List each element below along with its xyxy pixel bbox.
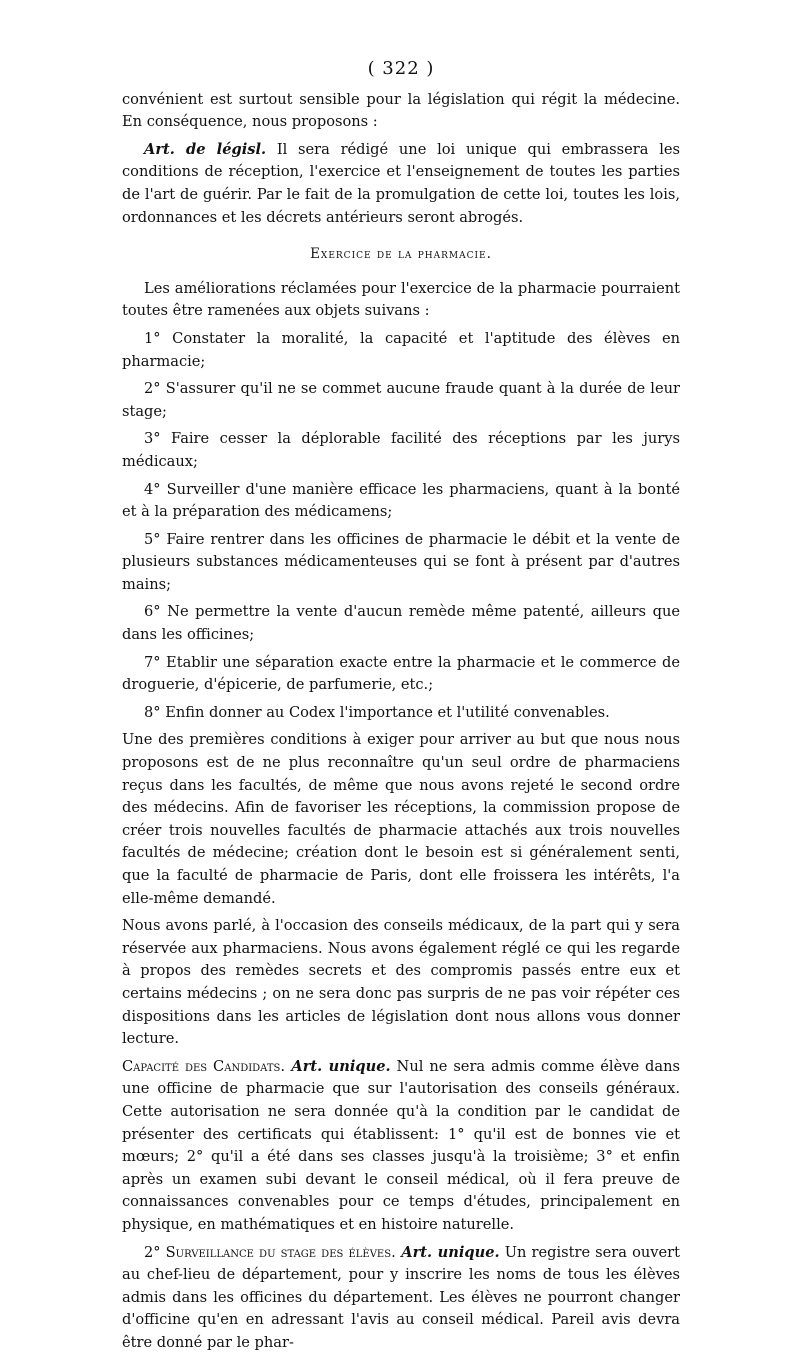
objective-item: 8° Enfin donner au Codex l'importance et l'utilité convenables. (122, 702, 680, 725)
objective-item: 1° Constater la moralité, la capacité et l'aptitude des élèves en pharmacie; (122, 328, 680, 373)
objective-item: 6° Ne permettre la vente d'aucun remède même patenté, ailleurs que dans les officines; (122, 601, 680, 646)
capacite-paragraph (122, 1056, 680, 1237)
surveillance-heading: 2° Surveillance du stage des élèves. (144, 1244, 396, 1261)
intro-paragraph: Les améliorations réclamées pour l'exercice de la pharmacie pourraient toutes être ramenées aux objets suivans : (122, 278, 680, 323)
objective-item: 2° S'assurer qu'il ne se commet aucune fraude quant à la durée de leur stage; (122, 378, 680, 423)
objective-item: 7° Etablir une séparation exacte entre la pharmacie et le commerce de droguerie, d'épicerie, de parfumerie, etc.; (122, 652, 680, 697)
objective-item: 5° Faire rentrer dans les officines de pharmacie le débit et la vente de plusieurs substances médicamenteuses qui se font à présent par d'autres mains; (122, 529, 680, 597)
surveillance-art-label: Art. unique. (396, 1244, 500, 1261)
art-legisl-paragraph (122, 139, 680, 229)
conditions-paragraph: Une des premières conditions à exiger pour arriver au but que nous nous proposons est de ne plus reconnaître qu'un seul ordre de pharmaciens reçus dans les facultés, de même que nous avons rejeté le second ordre des médecins. Afin de favoriser les réceptions, la commission propose de créer trois nouvelles facultés de pharmacie attachés aux trois nouvelles facultés de médecine; création dont le besoin est si généralement senti, que la faculté de pharmacie de Paris, dont elle froissera les intérêts, l'a elle-même demandé. (122, 729, 680, 910)
conseils-paragraph: Nous avons parlé, à l'occasion des conseils médicaux, de la part qui y sera réservée aux pharmaciens. Nous avons également réglé ce qui les regarde à propos des remèdes secrets et des compromis passés entre eux et certains médecins ; on ne sera donc pas surpris de ne pas voir répéter ces dispositions dans les articles de législation dont nous allons vous donner lecture. (122, 915, 680, 1051)
objective-item: 3° Faire cesser la déplorable facilité des réceptions par les jurys médicaux; (122, 428, 680, 473)
surveillance-text: Un registre sera ouvert au chef-lieu de département, pour y inscrire les noms de tous les élèves admis dans les officines du département. Les élèves ne pourront changer d'officine qu'en en adressant l'avis au conseil médical. Pareil avis devra être donné par le phar- (122, 1244, 680, 1351)
document-page (122, 58, 680, 1354)
objective-item: 4° Surveiller d'une manière efficace les pharmaciens, quant à la bonté et à la préparation des médicamens; (122, 479, 680, 524)
section-heading: Exercice de la pharmacie. (122, 243, 680, 266)
art-legisl-text: Il sera rédigé une loi unique qui embrassera les conditions de réception, l'exercice et l'enseignement de toutes les parties de l'art de guérir. Par le fait de la promulgation de cette loi, toutes les lois, ordonnances et les décrets antérieurs seront abrogés. (122, 141, 680, 226)
capacite-heading: Capacité des Candidats. (122, 1058, 285, 1075)
page-number: ( 322 ) (122, 58, 680, 81)
surveillance-paragraph (122, 1242, 680, 1354)
capacite-art-label: Art. unique. (285, 1058, 391, 1075)
art-legisl-label: Art. de législ. (144, 141, 266, 158)
capacite-text: Nul ne sera admis comme élève dans une officine de pharmacie que sur l'autorisation des conseils généraux. Cette autorisation ne sera donnée qu'à la condition par le candidat de présenter des certificats qui établissent: 1° qu'il est de bonnes vie et mœurs; 2° qu'il a été dans ses classes jusqu'à la troisième; 3° et enfin après un examen subi devant le conseil médical, où il fera preuve de connaissances convenables pour ce temps d'études, principalement en physique, en mathématiques et en histoire naturelle. (122, 1058, 680, 1233)
opening-paragraph: convénient est surtout sensible pour la législation qui régit la médecine. En conséquence, nous proposons : (122, 89, 680, 134)
